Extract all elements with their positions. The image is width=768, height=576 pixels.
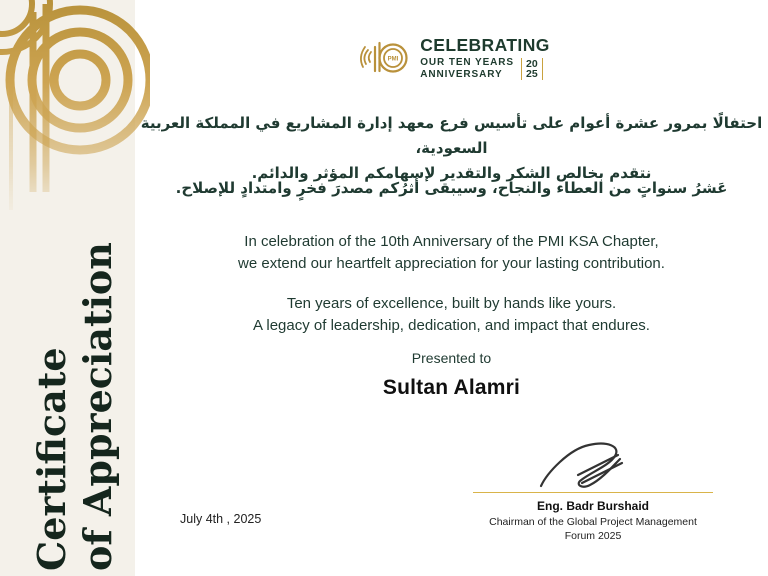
arabic-paragraph-2: عَشرُ سنواتٍ من العطاء والنجاح، وسيبقى أثرُكم مصدرَ فخرٍ وامتدادٍ للإصلاح. [175,179,728,197]
signatory-name: Eng. Badr Burshaid [536,499,649,513]
logo-year-bottom: 25 [526,67,538,80]
english-paragraph-2 [135,293,768,337]
english-paragraph-1-line2: we extend our heartfelt appreciation for your lasting contribution. [238,255,665,272]
logo-subtitle [420,57,514,80]
arabic-paragraph-1-line1: احتفالًا بمرور عشرة أعوام على تأسيس فرع معهد إدارة المشاريع في المملكة العربية السعودية، [140,114,763,157]
logo-subtitle-line2: ANNIVERSARY [420,68,503,80]
presented-to-label: Presented to [411,350,492,366]
arabic-paragraph-1 [135,111,768,186]
english-paragraph-2-line2: A legacy of leadership, dedication, and impact that endures. [253,317,650,334]
certificate-title-vertical [29,233,125,571]
recipient-name: Sultan Alamri [382,376,521,399]
logo-text-block [420,36,550,80]
svg-text:PMI: PMI [387,56,399,63]
certificate-title-line2: of Appreciation [75,242,120,571]
ten-years-mark-icon [353,34,411,82]
logo-subtitle-line1: OUR TEN YEARS [420,57,515,68]
signature-scribble-icon [527,440,659,490]
anniversary-logo [135,34,768,82]
english-paragraph-2-line1: Ten years of excellence, built by hands like yours. [286,295,617,312]
gold-rings-decoration-icon [0,0,150,240]
logo-year-top: 20 [526,57,538,70]
certificate-title-line1: Certificate [29,347,74,571]
english-paragraph-1-line1: In celebration of the 10th Anniversary of the PMI KSA Chapter, [244,233,659,250]
signature-block [473,440,713,543]
signature-gold-rule [473,492,713,493]
issue-date: July 4th , 2025 [180,512,262,526]
signatory-title: Chairman of the Global Project Management Forum 2025 [489,516,697,542]
logo-celebrating-label: CELEBRATING [420,35,550,55]
arabic-paragraph-1-line2: نتقدم بخالص الشكر والتقدير لإسهامكم المؤثر والدائم. [251,164,652,182]
logo-year-badge [521,58,543,80]
sidebar-panel [0,0,135,576]
english-paragraph-1 [135,231,768,275]
